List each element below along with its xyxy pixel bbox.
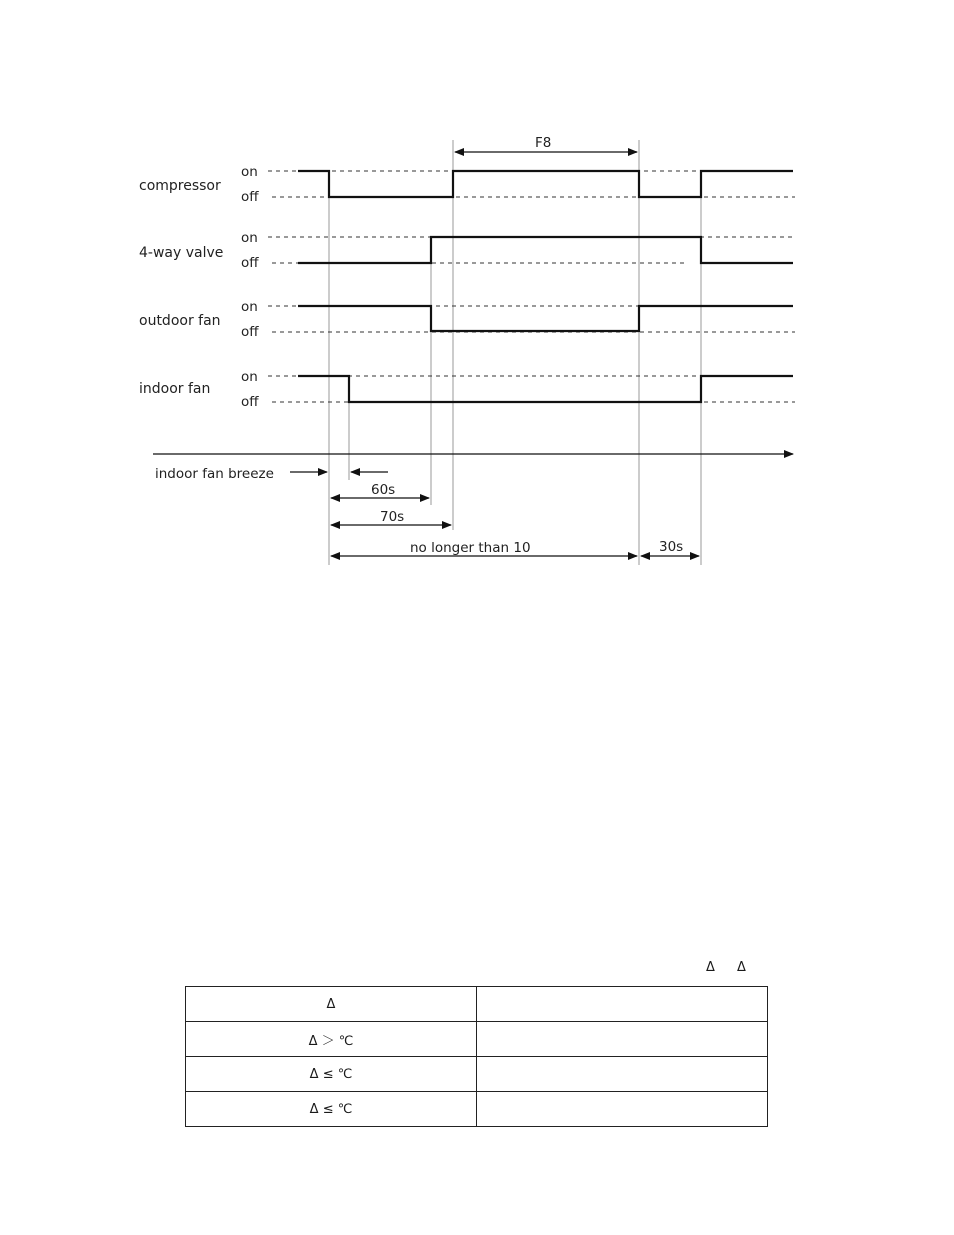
state-on-outdoor-fan: on (241, 299, 258, 315)
table-cell (477, 1057, 768, 1092)
waveform-outdoor-fan (298, 306, 793, 331)
state-on-indoor-fan: on (241, 369, 258, 385)
f8-label: F8 (535, 135, 552, 151)
state-off-4-way-valve: off (241, 255, 259, 271)
table-cell: Δ ≤ ℃ (186, 1057, 477, 1092)
waveform-indoor-fan (298, 376, 793, 402)
state-off-compressor: off (241, 189, 259, 205)
delta-symbol-2: Δ (737, 960, 746, 975)
state-off-outdoor-fan: off (241, 324, 259, 340)
dim-70s-label: 70s (380, 509, 405, 525)
condition-table (185, 986, 768, 1127)
table-row (186, 987, 768, 1022)
timing-diagram (0, 0, 954, 600)
table-cell: Δ ＞ ℃ (186, 1022, 477, 1057)
indoor-fan-breeze-label: indoor fan breeze (155, 466, 274, 482)
signal-label-outdoor-fan: outdoor fan (139, 313, 221, 329)
table-row (186, 1092, 768, 1127)
table-cell: Δ (186, 987, 477, 1022)
signal-label-compressor: compressor (139, 178, 221, 194)
state-off-indoor-fan: off (241, 394, 259, 410)
table-cell (477, 1092, 768, 1127)
signal-label-indoor-fan: indoor fan (139, 381, 211, 397)
dim-60s-label: 60s (371, 482, 396, 498)
state-on-compressor: on (241, 164, 258, 180)
table-row (186, 1022, 768, 1057)
delta-symbols (706, 960, 764, 975)
waveform-4-way-valve (298, 237, 793, 263)
delta-symbol-1: Δ (706, 960, 715, 975)
dim-no-longer-label: no longer than 10 (410, 540, 531, 556)
state-on-4-way-valve: on (241, 230, 258, 246)
table-cell: Δ ≤ ℃ (186, 1092, 477, 1127)
table-cell (477, 987, 768, 1022)
dim-30s-label: 30s (659, 539, 684, 555)
waveform-compressor (298, 171, 793, 197)
signal-label-4-way-valve: 4-way valve (139, 245, 224, 261)
table-row (186, 1057, 768, 1092)
table-cell (477, 1022, 768, 1057)
